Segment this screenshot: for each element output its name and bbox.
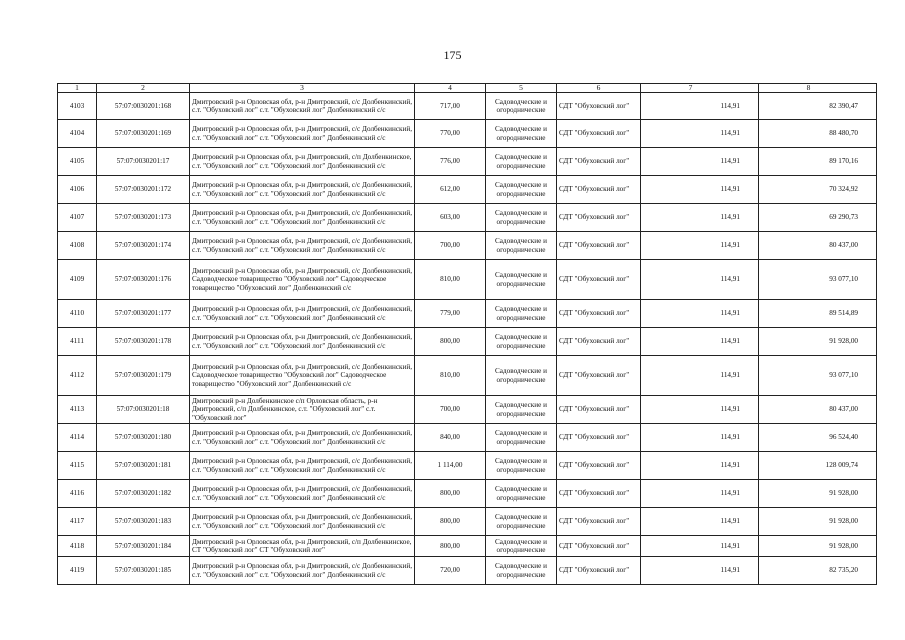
cell-address: Дмитровский р-н Орловская обл, р-н Дмитровский, с/с Долбенкинский, Садоводческое товарищество "Обуховский лог" Садоводческое товарищество "Обуховский лог" Долбенкинский с/с bbox=[190, 356, 415, 396]
table-row bbox=[58, 396, 877, 424]
cell-land-use: Садоводческие и огороднические bbox=[486, 176, 557, 204]
cell-organization: СДТ "Обуховский лог" bbox=[557, 93, 641, 120]
cell-total-value: 88 480,70 bbox=[759, 120, 877, 148]
cell-row-number: 4111 bbox=[58, 328, 97, 356]
cell-unit-price: 114,91 bbox=[641, 260, 759, 300]
cell-cadastral-number: 57:07:0030201:178 bbox=[97, 328, 190, 356]
cell-land-use: Садоводческие и огороднические bbox=[486, 508, 557, 536]
cell-unit-price: 114,91 bbox=[641, 508, 759, 536]
cell-address: Дмитровский р-н Орловская обл, р-н Дмитровский, с/с Долбенкинский, Садоводческое товарищество "Обуховский лог" Садоводческое товарищество "Обуховский лог" Долбенкинский с/с bbox=[190, 260, 415, 300]
cell-unit-price: 114,91 bbox=[641, 328, 759, 356]
table-row bbox=[58, 452, 877, 480]
cell-organization: СДТ "Обуховский лог" bbox=[557, 120, 641, 148]
cell-area: 700,00 bbox=[415, 396, 486, 424]
cell-cadastral-number: 57:07:0030201:176 bbox=[97, 260, 190, 300]
col-header-7: 7 bbox=[641, 84, 759, 93]
cell-area: 717,00 bbox=[415, 93, 486, 120]
table-row bbox=[58, 356, 877, 396]
cell-cadastral-number: 57:07:0030201:174 bbox=[97, 232, 190, 260]
page-number: 175 bbox=[443, 48, 462, 62]
table-row bbox=[58, 508, 877, 536]
cell-row-number: 4108 bbox=[58, 232, 97, 260]
cell-cadastral-number: 57:07:0030201:173 bbox=[97, 204, 190, 232]
cell-land-use: Садоводческие и огороднические bbox=[486, 452, 557, 480]
cell-unit-price: 114,91 bbox=[641, 424, 759, 452]
cell-unit-price: 114,91 bbox=[641, 120, 759, 148]
cell-organization: СДТ "Обуховский лог" bbox=[557, 356, 641, 396]
cell-row-number: 4107 bbox=[58, 204, 97, 232]
cell-land-use: Садоводческие и огороднические bbox=[486, 300, 557, 328]
cell-address: Дмитровский р-н Орловская обл, р-н Дмитровский, с/с Долбенкинский, с.т. "Обуховский лог" с.т. "Обуховский лог" Долбенкинский с/с bbox=[190, 452, 415, 480]
cell-cadastral-number: 57:07:0030201:185 bbox=[97, 557, 190, 585]
cell-total-value: 80 437,00 bbox=[759, 396, 877, 424]
cell-land-use: Садоводческие и огороднические bbox=[486, 396, 557, 424]
cell-address: Дмитровский р-н Орловская обл, р-н Дмитровский, с/с Долбенкинский, с.т. "Обуховский лог" с.т. "Обуховский лог" Долбенкинский с/с bbox=[190, 176, 415, 204]
cell-cadastral-number: 57:07:0030201:18 bbox=[97, 396, 190, 424]
cell-land-use: Садоводческие и огороднические bbox=[486, 424, 557, 452]
cell-area: 700,00 bbox=[415, 232, 486, 260]
cell-row-number: 4105 bbox=[58, 148, 97, 176]
col-header-4: 4 bbox=[415, 84, 486, 93]
table-row bbox=[58, 424, 877, 452]
cell-row-number: 4112 bbox=[58, 356, 97, 396]
cell-organization: СДТ "Обуховский лог" bbox=[557, 260, 641, 300]
table-row bbox=[58, 557, 877, 585]
cell-area: 810,00 bbox=[415, 260, 486, 300]
cell-area: 800,00 bbox=[415, 508, 486, 536]
cell-total-value: 80 437,00 bbox=[759, 232, 877, 260]
cell-address: Дмитровский р-н Орловская обл, р-н Дмитровский, с/с Долбенкинский, с.т. "Обуховский лог" с.т. "Обуховский лог" Долбенкинский с/с bbox=[190, 300, 415, 328]
cell-row-number: 4110 bbox=[58, 300, 97, 328]
table-row bbox=[58, 260, 877, 300]
cell-organization: СДТ "Обуховский лог" bbox=[557, 396, 641, 424]
cell-area: 612,00 bbox=[415, 176, 486, 204]
cell-unit-price: 114,91 bbox=[641, 204, 759, 232]
cell-land-use: Садоводческие и огороднические bbox=[486, 148, 557, 176]
cell-land-use: Садоводческие и огороднические bbox=[486, 232, 557, 260]
cell-unit-price: 114,91 bbox=[641, 148, 759, 176]
cell-unit-price: 114,91 bbox=[641, 356, 759, 396]
table-row bbox=[58, 148, 877, 176]
cell-cadastral-number: 57:07:0030201:169 bbox=[97, 120, 190, 148]
cell-address: Дмитровский р-н Орловская обл, р-н Дмитровский, с/с Долбенкинский, с.т. "Обуховский лог" с.т. "Обуховский лог" Долбенкинский с/с bbox=[190, 120, 415, 148]
header-row bbox=[58, 84, 877, 93]
cell-total-value: 82 390,47 bbox=[759, 93, 877, 120]
table-row bbox=[58, 120, 877, 148]
cell-row-number: 4103 bbox=[58, 93, 97, 120]
cell-area: 800,00 bbox=[415, 328, 486, 356]
cell-row-number: 4113 bbox=[58, 396, 97, 424]
cell-area: 603,00 bbox=[415, 204, 486, 232]
cell-cadastral-number: 57:07:0030201:179 bbox=[97, 356, 190, 396]
cell-row-number: 4117 bbox=[58, 508, 97, 536]
cell-unit-price: 114,91 bbox=[641, 93, 759, 120]
cell-unit-price: 114,91 bbox=[641, 557, 759, 585]
col-header-1: 1 bbox=[58, 84, 97, 93]
cell-land-use: Садоводческие и огороднические bbox=[486, 480, 557, 508]
cell-land-use: Садоводческие и огороднические bbox=[486, 536, 557, 557]
cell-organization: СДТ "Обуховский лог" bbox=[557, 328, 641, 356]
cell-area: 776,00 bbox=[415, 148, 486, 176]
cell-cadastral-number: 57:07:0030201:182 bbox=[97, 480, 190, 508]
table-row bbox=[58, 536, 877, 557]
table-row bbox=[58, 176, 877, 204]
cell-total-value: 82 735,20 bbox=[759, 557, 877, 585]
cell-area: 770,00 bbox=[415, 120, 486, 148]
cell-land-use: Садоводческие и огороднические bbox=[486, 557, 557, 585]
cell-cadastral-number: 57:07:0030201:183 bbox=[97, 508, 190, 536]
cell-unit-price: 114,91 bbox=[641, 300, 759, 328]
cell-total-value: 128 009,74 bbox=[759, 452, 877, 480]
cell-organization: СДТ "Обуховский лог" bbox=[557, 536, 641, 557]
cell-unit-price: 114,91 bbox=[641, 396, 759, 424]
cell-row-number: 4109 bbox=[58, 260, 97, 300]
cell-land-use: Садоводческие и огороднические bbox=[486, 356, 557, 396]
cell-total-value: 93 077,10 bbox=[759, 356, 877, 396]
cell-organization: СДТ "Обуховский лог" bbox=[557, 232, 641, 260]
cell-address: Дмитровский р-н Орловская обл, р-н Дмитровский, с/с Долбенкинский, с.т. "Обуховский лог" с.т. "Обуховский лог" Долбенкинский с/с bbox=[190, 93, 415, 120]
cell-organization: СДТ "Обуховский лог" bbox=[557, 480, 641, 508]
table-body bbox=[58, 93, 877, 585]
cell-organization: СДТ "Обуховский лог" bbox=[557, 508, 641, 536]
cell-area: 1 114,00 bbox=[415, 452, 486, 480]
cell-unit-price: 114,91 bbox=[641, 480, 759, 508]
cell-unit-price: 114,91 bbox=[641, 536, 759, 557]
cell-total-value: 89 170,16 bbox=[759, 148, 877, 176]
cell-cadastral-number: 57:07:0030201:180 bbox=[97, 424, 190, 452]
cell-cadastral-number: 57:07:0030201:181 bbox=[97, 452, 190, 480]
cell-organization: СДТ "Обуховский лог" bbox=[557, 204, 641, 232]
cell-area: 800,00 bbox=[415, 536, 486, 557]
cell-area: 779,00 bbox=[415, 300, 486, 328]
cell-cadastral-number: 57:07:0030201:177 bbox=[97, 300, 190, 328]
cell-land-use: Садоводческие и огороднические bbox=[486, 260, 557, 300]
cell-row-number: 4115 bbox=[58, 452, 97, 480]
cell-land-use: Садоводческие и огороднические bbox=[486, 328, 557, 356]
cell-total-value: 70 324,92 bbox=[759, 176, 877, 204]
cell-area: 810,00 bbox=[415, 356, 486, 396]
cell-unit-price: 114,91 bbox=[641, 452, 759, 480]
cell-row-number: 4118 bbox=[58, 536, 97, 557]
cell-land-use: Садоводческие и огороднические bbox=[486, 204, 557, 232]
cell-land-use: Садоводческие и огороднические bbox=[486, 120, 557, 148]
cell-cadastral-number: 57:07:0030201:168 bbox=[97, 93, 190, 120]
col-header-2: 2 bbox=[97, 84, 190, 93]
cell-total-value: 89 514,89 bbox=[759, 300, 877, 328]
cell-row-number: 4106 bbox=[58, 176, 97, 204]
cell-total-value: 91 928,00 bbox=[759, 480, 877, 508]
cell-address: Дмитровский р-н Орловская обл, р-н Дмитровский, с/с Долбенкинский, с.т. "Обуховский лог" с.т. "Обуховский лог" Долбенкинский с/с bbox=[190, 232, 415, 260]
table-row bbox=[58, 300, 877, 328]
cell-cadastral-number: 57:07:0030201:184 bbox=[97, 536, 190, 557]
table-row bbox=[58, 93, 877, 120]
cell-unit-price: 114,91 bbox=[641, 176, 759, 204]
table-row bbox=[58, 204, 877, 232]
cell-organization: СДТ "Обуховский лог" bbox=[557, 300, 641, 328]
cell-total-value: 96 524,40 bbox=[759, 424, 877, 452]
table-row bbox=[58, 480, 877, 508]
cell-row-number: 4116 bbox=[58, 480, 97, 508]
cell-row-number: 4119 bbox=[58, 557, 97, 585]
cell-total-value: 91 928,00 bbox=[759, 508, 877, 536]
col-header-8: 8 bbox=[759, 84, 877, 93]
cell-address: Дмитровский р-н Орловская обл, р-н Дмитровский, с/с Долбенкинский, с.т. "Обуховский лог" с.т. "Обуховский лог" Долбенкинский с/с bbox=[190, 508, 415, 536]
cell-land-use: Садоводческие и огороднические bbox=[486, 93, 557, 120]
cell-row-number: 4104 bbox=[58, 120, 97, 148]
cell-organization: СДТ "Обуховский лог" bbox=[557, 148, 641, 176]
cell-area: 800,00 bbox=[415, 480, 486, 508]
cell-organization: СДТ "Обуховский лог" bbox=[557, 557, 641, 585]
cell-row-number: 4114 bbox=[58, 424, 97, 452]
cell-address: Дмитровский р-н Орловская обл, р-н Дмитровский, с/с Долбенкинский, с.т. "Обуховский лог" с.т. "Обуховский лог" Долбенкинский с/с bbox=[190, 480, 415, 508]
table-row bbox=[58, 232, 877, 260]
cell-address: Дмитровский р-н Орловская обл, р-н Дмитровский, с/с Долбенкинский, с.т. "Обуховский лог" с.т. "Обуховский лог" Долбенкинский с/с bbox=[190, 424, 415, 452]
cell-total-value: 69 290,73 bbox=[759, 204, 877, 232]
cell-organization: СДТ "Обуховский лог" bbox=[557, 176, 641, 204]
land-plots-table bbox=[57, 83, 877, 585]
cell-organization: СДТ "Обуховский лог" bbox=[557, 424, 641, 452]
cell-address: Дмитровский р-н Орловская обл, р-н Дмитровский, с/п Долбенкинское, СТ "Обуховский лог" СТ "Обуховский лог" bbox=[190, 536, 415, 557]
cell-cadastral-number: 57:07:0030201:17 bbox=[97, 148, 190, 176]
col-header-3: 3 bbox=[190, 84, 415, 93]
cell-total-value: 93 077,10 bbox=[759, 260, 877, 300]
cell-unit-price: 114,91 bbox=[641, 232, 759, 260]
cell-total-value: 91 928,00 bbox=[759, 536, 877, 557]
cell-organization: СДТ "Обуховский лог" bbox=[557, 452, 641, 480]
col-header-5: 5 bbox=[486, 84, 557, 93]
table-row bbox=[58, 328, 877, 356]
cell-cadastral-number: 57:07:0030201:172 bbox=[97, 176, 190, 204]
col-header-6: 6 bbox=[557, 84, 641, 93]
cell-address: Дмитровский р-н Орловская обл, р-н Дмитровский, с/с Долбенкинский, с.т. "Обуховский лог" с.т. "Обуховский лог" Долбенкинский с/с bbox=[190, 204, 415, 232]
cell-area: 720,00 bbox=[415, 557, 486, 585]
cell-total-value: 91 928,00 bbox=[759, 328, 877, 356]
cell-address: Дмитровский р-н Орловская обл, р-н Дмитровский, с/п Долбенкинское, с.т. "Обуховский лог" с.т. "Обуховский лог" Долбенкинский с/с bbox=[190, 148, 415, 176]
cell-address: Дмитровский р-н Долбенкинское с/п Орловская область, р-н Дмитровский, с/п Долбенкинское, с.т. "Обуховский лог" с.т. "Обуховский лог" bbox=[190, 396, 415, 424]
cell-area: 840,00 bbox=[415, 424, 486, 452]
cell-address: Дмитровский р-н Орловская обл, р-н Дмитровский, с/с Долбенкинский, с.т. "Обуховский лог" с.т. "Обуховский лог" Долбенкинский с/с bbox=[190, 557, 415, 585]
cell-address: Дмитровский р-н Орловская обл, р-н Дмитровский, с/с Долбенкинский, с.т. "Обуховский лог" с.т. "Обуховский лог" Долбенкинский с/с bbox=[190, 328, 415, 356]
